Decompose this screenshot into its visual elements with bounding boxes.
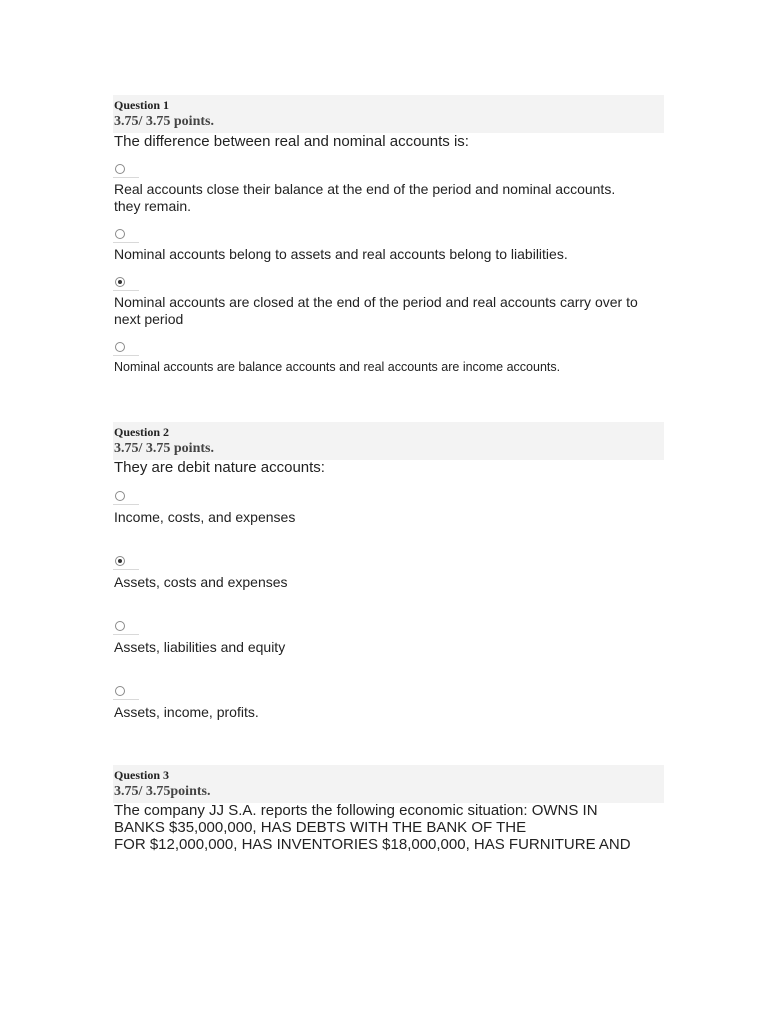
question-1 xyxy=(113,95,664,374)
option-label: Assets, costs and expenses xyxy=(114,574,288,590)
question-text-line: FOR $12,000,000, HAS INVENTORIES $18,000,000, HAS FURNITURE AND xyxy=(114,836,631,853)
question-title: Question 3 xyxy=(114,768,170,782)
radio-button[interactable] xyxy=(115,229,125,239)
radio-wrap xyxy=(113,685,139,700)
radio-button-selected[interactable] xyxy=(115,556,125,566)
radio-button[interactable] xyxy=(115,621,125,631)
radio-button[interactable] xyxy=(115,164,125,174)
question-header xyxy=(113,422,664,460)
radio-wrap xyxy=(113,228,139,243)
option-label: Nominal accounts belong to assets and real accounts belong to liabilities. xyxy=(114,246,568,262)
question-title: Question 1 xyxy=(114,98,170,112)
radio-button[interactable] xyxy=(115,491,125,501)
radio-wrap xyxy=(113,163,139,178)
option-label: Nominal accounts are balance accounts and real accounts are income accounts. xyxy=(114,360,561,374)
radio-wrap xyxy=(113,490,139,505)
option-label: Assets, income, profits. xyxy=(114,704,259,720)
question-2 xyxy=(113,422,664,720)
question-header xyxy=(113,95,664,133)
option-label: Real accounts close their balance at the end of the period and nominal accounts. they remain. xyxy=(114,181,616,214)
question-points: 3.75/ 3.75 points. xyxy=(114,114,214,129)
question-points: 3.75/ 3.75 points. xyxy=(114,441,214,456)
radio-wrap xyxy=(113,555,139,570)
question-points: 3.75/ 3.75points. xyxy=(114,784,211,799)
radio-button[interactable] xyxy=(115,686,125,696)
radio-wrap xyxy=(113,341,139,356)
question-text: The difference between real and nominal accounts is: xyxy=(114,133,469,150)
question-header xyxy=(113,765,664,803)
option-label: Nominal accounts are closed at the end of the period and real accounts carry over to next period xyxy=(114,294,638,327)
radio-wrap xyxy=(113,276,139,291)
radio-wrap xyxy=(113,620,139,635)
question-title: Question 2 xyxy=(114,425,170,439)
question-text-line: The company JJ S.A. reports the following economic situation: OWNS IN xyxy=(114,802,598,819)
option-label: Income, costs, and expenses xyxy=(114,509,296,525)
question-text xyxy=(114,802,631,853)
question-3 xyxy=(113,765,664,853)
radio-button[interactable] xyxy=(115,342,125,352)
radio-button-selected[interactable] xyxy=(115,277,125,287)
question-text-line: BANKS $35,000,000, HAS DEBTS WITH THE BANK OF THE xyxy=(114,819,527,836)
question-text: They are debit nature accounts: xyxy=(114,459,325,476)
option-label: Assets, liabilities and equity xyxy=(114,639,286,655)
